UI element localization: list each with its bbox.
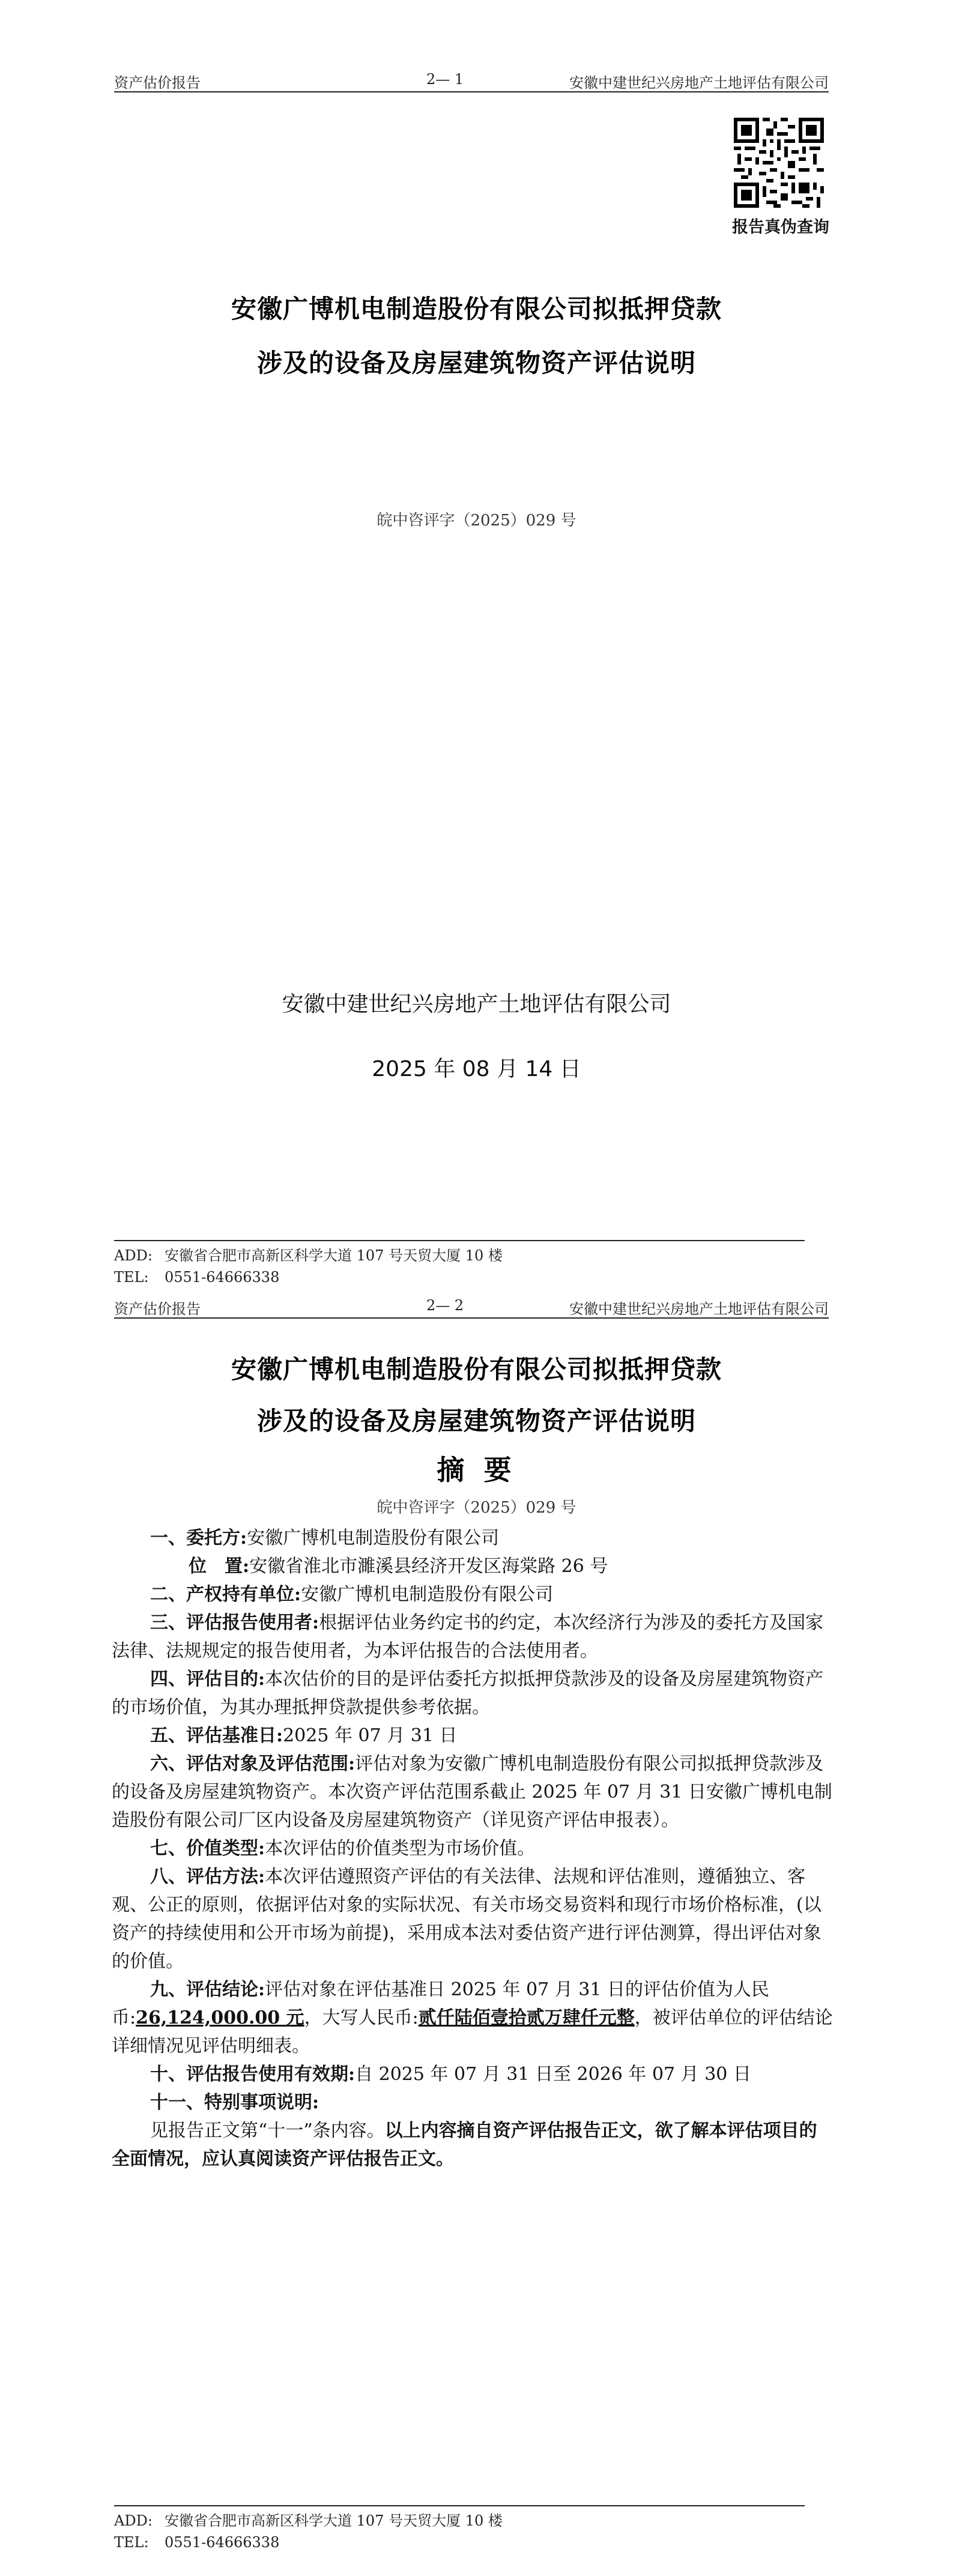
header-left: 资产估价报告 [114, 74, 201, 91]
report-title-line1: 安徽广博机电制造股份有限公司拟抵押贷款 [231, 1355, 722, 1384]
document-number: 皖中咨评字（2025）029 号 [377, 512, 576, 530]
summary-item-9: 九、评估结论:评估对象在评估基准日 2025 年 07 月 31 日的评估价值为人民币:26,124,000.00 元，大写人民币:贰仟陆佰壹拾贰万肆仟元整，被评估单位的评估结论详细情况见评估明细表。 [112, 1979, 833, 2057]
issuer-company: 安徽中建世纪兴房地产土地评估有限公司 [282, 992, 671, 1017]
header-left: 资产估价报告 [114, 1301, 201, 1317]
footer-add-label: ADD: [114, 2512, 153, 2529]
report-title-line2: 涉及的设备及房屋建筑物资产评估说明 [256, 1406, 696, 1436]
summary-body [112, 1524, 835, 2173]
summary-location: 位 置:安徽省淮北市濉溪县经济开发区海棠路 26 号 [189, 1556, 608, 1577]
summary-item-1: 一、委托方:安徽广博机电制造股份有限公司 [150, 1528, 500, 1549]
header-right: 安徽中建世纪兴房地产土地评估有限公司 [569, 74, 829, 91]
footer-tel: 0551-64666338 [165, 2534, 280, 2551]
footer-tel: 0551-64666338 [165, 1269, 280, 1286]
header-page-number: 2— 1 [426, 71, 464, 88]
header-right: 安徽中建世纪兴房地产土地评估有限公司 [569, 1301, 829, 1317]
footer-add-label: ADD: [114, 1247, 153, 1264]
valuation-amount-chinese: 贰仟陆佰壹拾贰万肆仟元整 [418, 2007, 635, 2028]
footer-address: 安徽省合肥市高新区科学大道 107 号天贸大厦 10 楼 [165, 2512, 503, 2529]
summary-item-8: 八、评估方法:本次评估遵照资产评估的有关法律、法规和评估准则，遵循独立、客观、公正的原则，依据评估对象的实际状况、有关市场交易资料和现行市场价格标准，(以资产的持续使用和公开市场为前提)，采用成本法对委估资产进行评估测算，得出评估对象的价值。 [112, 1866, 821, 1972]
summary-item-4: 四、评估目的:本次估价的目的是评估委托方拟抵押贷款涉及的设备及房屋建筑物资产的市场价值，为其办理抵押贷款提供参考依据。 [112, 1669, 824, 1718]
summary-item-7: 七、价值类型:本次评估的价值类型为市场价值。 [150, 1838, 536, 1859]
summary-item-10: 十、评估报告使用有效期:自 2025 年 07 月 31 日至 2026 年 07 月 30 日 [150, 2064, 751, 2085]
footer-address: 安徽省合肥市高新区科学大道 107 号天贸大厦 10 楼 [165, 1247, 503, 1264]
summary-item-2: 二、产权持有单位:安徽广博机电制造股份有限公司 [150, 1584, 554, 1605]
footer-tel-label: TEL: [114, 1269, 149, 1286]
page-header [114, 1297, 829, 1319]
qr-code-icon[interactable] [734, 118, 824, 208]
page-header [114, 71, 829, 92]
report-title-line2: 涉及的设备及房屋建筑物资产评估说明 [256, 348, 696, 378]
page-footer [114, 2505, 805, 2553]
summary-item-11: 十一、特别事项说明: [150, 2092, 319, 2113]
header-page-number: 2— 2 [426, 1297, 464, 1314]
valuation-amount: 26,124,000.00 元 [136, 2007, 304, 2028]
issue-date: 2025 年 08 月 14 日 [372, 1057, 581, 1081]
summary-item-5: 五、评估基准日:2025 年 07 月 31 日 [150, 1725, 458, 1746]
summary-item-3: 三、评估报告使用者:根据评估业务约定书的约定，本次经济行为涉及的委托方及国家法律、法规规定的报告使用者，为本评估报告的合法使用者。 [112, 1612, 824, 1661]
summary-heading: 摘 要 [437, 1454, 516, 1486]
summary-item-6: 六、评估对象及评估范围:评估对象为安徽广博机电制造股份有限公司拟抵押贷款涉及的设备及房屋建筑物资产。本次资产评估范围系截止 2025 年 07 月 31 日安徽广博机电制造股份有限公司厂区内设备及房屋建筑物资产（详见资产评估申报表）。 [112, 1753, 832, 1831]
summary-page [0, 1291, 953, 2576]
summary-item-11-text: 见报告正文第“十一”条内容。以上内容摘自资产评估报告正文，欲了解本评估项目的全面情况，应认真阅读资产评估报告正文。 [112, 2120, 817, 2169]
qr-caption: 报告真伪查询 [732, 218, 829, 237]
document-number: 皖中咨评字（2025）029 号 [377, 1499, 576, 1517]
report-title-line1: 安徽广博机电制造股份有限公司拟抵押贷款 [231, 294, 722, 324]
page-footer [114, 1240, 805, 1288]
footer-tel-label: TEL: [114, 2534, 149, 2551]
